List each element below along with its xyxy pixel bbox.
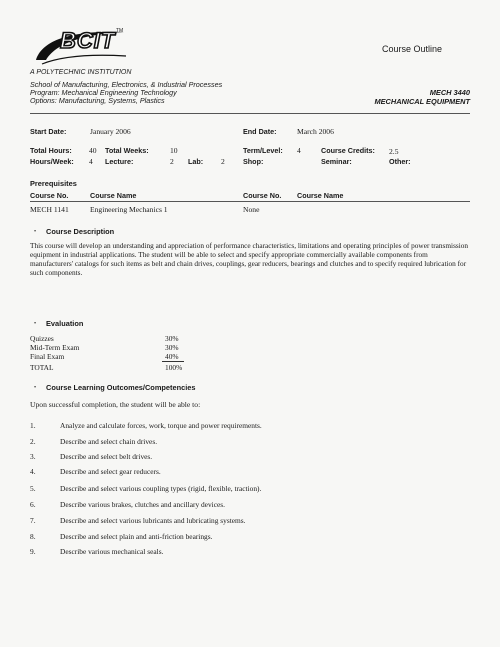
course-credits-label: Course Credits:	[321, 146, 375, 155]
logo-trademark: TM	[116, 28, 124, 34]
evaluation-item-name: Final Exam	[30, 352, 65, 361]
prereq-col-course-name: Course Name	[90, 191, 137, 200]
outcome-number: 1.	[30, 421, 36, 430]
outcome-number: 5.	[30, 484, 36, 493]
prereq-course-no: MECH 1141	[30, 205, 69, 214]
outcome-text: Describe various brakes, clutches and ancillary devices.	[60, 500, 225, 509]
total-weeks-label: Total Weeks:	[105, 146, 149, 155]
description-text: This course will develop an understanding and appreciation of performance characteristics, limitations and operating principles of power transmission equipment in industrial applications. The student will be able to select and specify appropriate commercially available components from manufacturers' catalogs for such items as belt and chain drives, couplings, gear reducers, bearings and clutches and to specify required lubrication for such components.	[30, 241, 469, 278]
header-divider	[30, 113, 470, 114]
outcome-text: Describe and select gear reducers.	[60, 467, 161, 476]
total-weeks-value: 10	[170, 146, 178, 155]
outcome-number: 9.	[30, 547, 36, 556]
evaluation-bullet: •	[34, 321, 37, 327]
document-type: Course Outline	[382, 44, 443, 54]
outcome-number: 3.	[30, 452, 36, 461]
lab-label: Lab:	[188, 157, 204, 166]
evaluation-item-percent: 30%	[165, 343, 179, 352]
outcomes-bullet: •	[34, 385, 37, 391]
outcome-text: Describe various mechanical seals.	[60, 547, 164, 556]
evaluation-item-name: TOTAL	[30, 363, 54, 372]
outcome-text: Describe and select belt drives.	[60, 452, 153, 461]
lab-value: 2	[221, 157, 225, 166]
evaluation-total-rule	[162, 361, 184, 362]
prereq-col-course-no-2: Course No.	[243, 191, 282, 200]
outcomes-title: Course Learning Outcomes/Competencies	[46, 383, 196, 392]
prereq-col-course-name-2: Course Name	[297, 191, 344, 200]
outcomes-intro: Upon successful completion, the student will be able to:	[30, 400, 201, 409]
evaluation-title: Evaluation	[46, 319, 84, 328]
start-date-label: Start Date:	[30, 127, 67, 136]
school-line: School of Manufacturing, Electronics, & Industrial Processes	[30, 80, 223, 89]
outcome-number: 2.	[30, 437, 36, 446]
evaluation-row	[30, 363, 210, 372]
evaluation-item-percent: 40%	[165, 352, 179, 361]
seminar-label: Seminar:	[321, 157, 352, 166]
prereq-course-no-2: None	[243, 205, 260, 214]
outcome-text: Describe and select various lubricants and lubricating systems.	[60, 516, 246, 525]
evaluation-row	[30, 334, 210, 343]
outcome-number: 6.	[30, 500, 36, 509]
start-date-value: January 2006	[90, 127, 131, 136]
outcome-text: Analyze and calculate forces, work, torque and power requirements.	[60, 421, 262, 430]
shop-label: Shop:	[243, 157, 264, 166]
course-credits-value: 2.5	[389, 147, 399, 156]
outcome-text: Describe and select plain and anti-friction bearings.	[60, 532, 213, 541]
tagline: A POLYTECHNIC INSTITUTION	[30, 69, 132, 76]
lecture-label: Lecture:	[105, 157, 134, 166]
outcome-text: Describe and select various coupling types (rigid, flexible, traction).	[60, 484, 262, 493]
outcome-number: 7.	[30, 516, 36, 525]
hours-week-value: 4	[89, 157, 93, 166]
prereq-header-divider	[30, 201, 470, 202]
evaluation-item-name: Quizzes	[30, 334, 54, 343]
options-line: Options: Manufacturing, Systems, Plastics	[30, 96, 165, 105]
evaluation-item-name: Mid-Term Exam	[30, 343, 80, 352]
outcome-text: Describe and select chain drives.	[60, 437, 158, 446]
outcome-number: 4.	[30, 467, 36, 476]
program-line: Program: Mechanical Engineering Technology	[30, 88, 177, 97]
evaluation-item-percent: 100%	[165, 363, 183, 372]
description-bullet: •	[34, 229, 37, 235]
outcome-number: 8.	[30, 532, 36, 541]
prereq-col-course-no: Course No.	[30, 191, 69, 200]
course-title: MECHANICAL EQUIPMENT	[374, 97, 470, 106]
evaluation-row	[30, 352, 210, 361]
lecture-value: 2	[170, 157, 174, 166]
hours-week-label: Hours/Week:	[30, 157, 74, 166]
total-hours-value: 40	[89, 146, 97, 155]
total-hours-label: Total Hours:	[30, 146, 72, 155]
term-level-value: 4	[297, 146, 301, 155]
description-title: Course Description	[46, 227, 115, 236]
term-level-label: Term/Level:	[243, 146, 283, 155]
evaluation-item-percent: 30%	[165, 334, 179, 343]
course-code: MECH 3440	[429, 88, 470, 97]
end-date-label: End Date:	[243, 127, 277, 136]
logo-wordmark: BCIT	[60, 28, 116, 53]
prereq-course-name: Engineering Mechanics 1	[90, 205, 168, 214]
other-label: Other:	[389, 157, 411, 166]
prerequisites-title: Prerequisites	[30, 179, 77, 188]
evaluation-row	[30, 343, 210, 352]
end-date-value: March 2006	[297, 127, 334, 136]
